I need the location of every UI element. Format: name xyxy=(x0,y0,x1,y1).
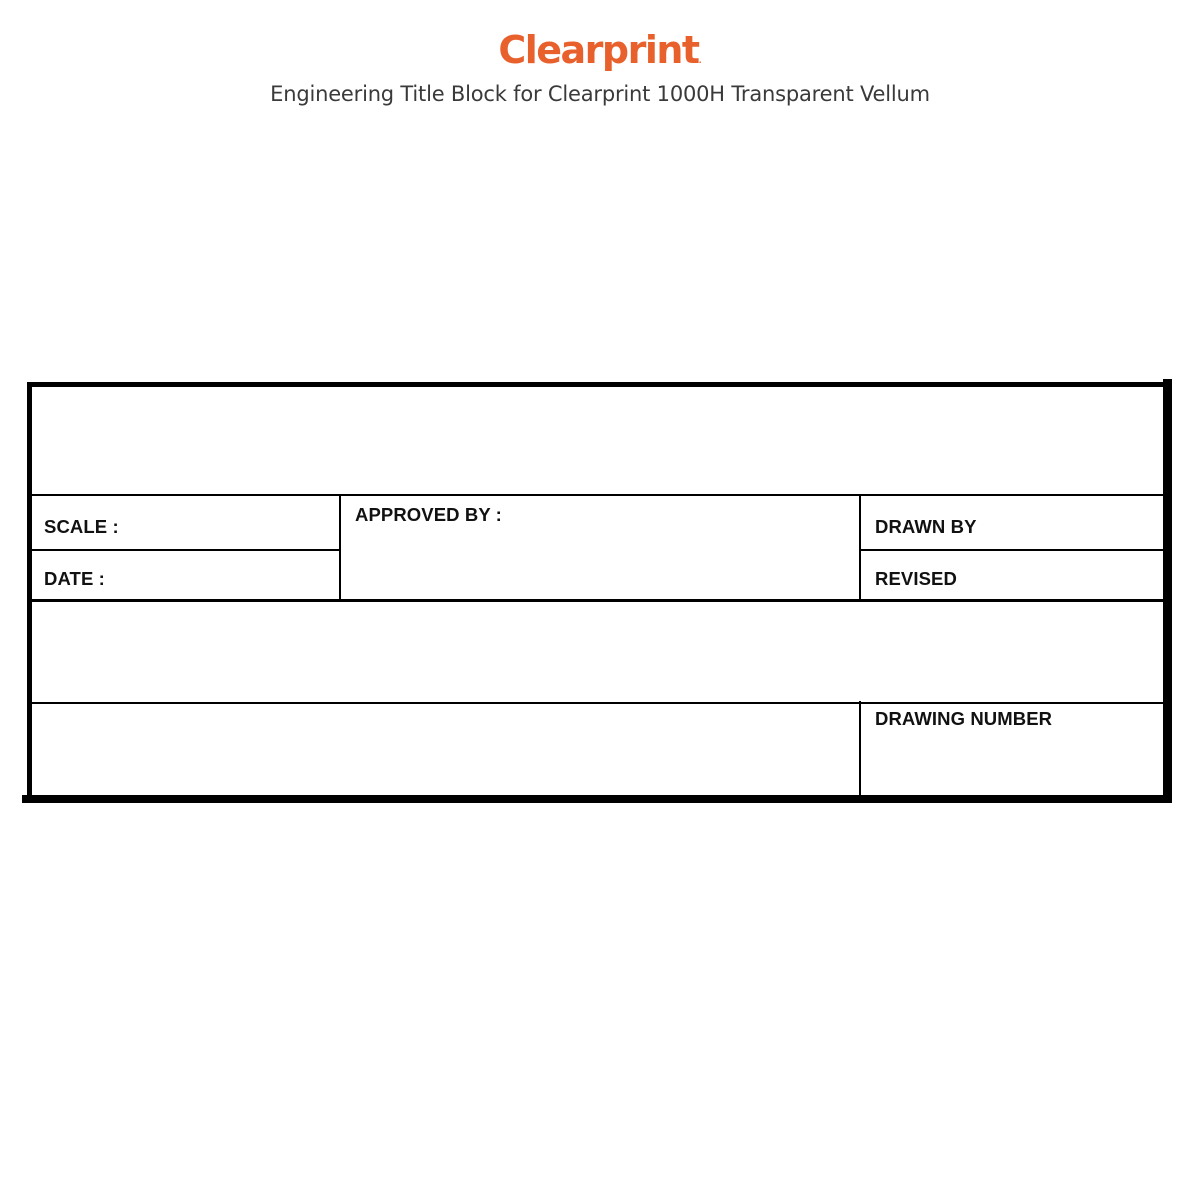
description-area-cell xyxy=(32,602,1163,703)
title-area-cell xyxy=(32,387,1163,495)
frame-right xyxy=(1163,379,1172,803)
scale-label: SCALE : xyxy=(44,516,119,537)
rule-right-mid xyxy=(860,549,1163,551)
rule-col-drawing-number xyxy=(859,701,861,796)
notes-area-cell xyxy=(32,705,860,795)
brand-logo xyxy=(0,26,1200,85)
drawing-number-label: DRAWING NUMBER xyxy=(875,708,1053,729)
rule-info-bottom xyxy=(32,599,1163,602)
date-label: DATE : xyxy=(44,568,105,589)
rule-col-right xyxy=(859,495,861,601)
rule-left-mid xyxy=(32,549,340,551)
approved-by-label: APPROVED BY : xyxy=(355,504,502,525)
page-subtitle: Engineering Title Block for Clearprint 1000H Transparent Vellum xyxy=(270,82,930,106)
drawn-by-label: DRAWN BY xyxy=(875,516,977,537)
revised-label: REVISED xyxy=(875,568,957,589)
rule-col-left xyxy=(339,495,341,601)
rule-top-row xyxy=(32,494,1163,496)
frame-bottom xyxy=(22,795,1172,803)
frame-left xyxy=(27,382,32,803)
rule-bottom-row xyxy=(32,702,1163,704)
brand-mark: . xyxy=(698,56,702,65)
brand-name: Clearprint xyxy=(498,28,699,72)
frame-top xyxy=(28,382,1172,387)
